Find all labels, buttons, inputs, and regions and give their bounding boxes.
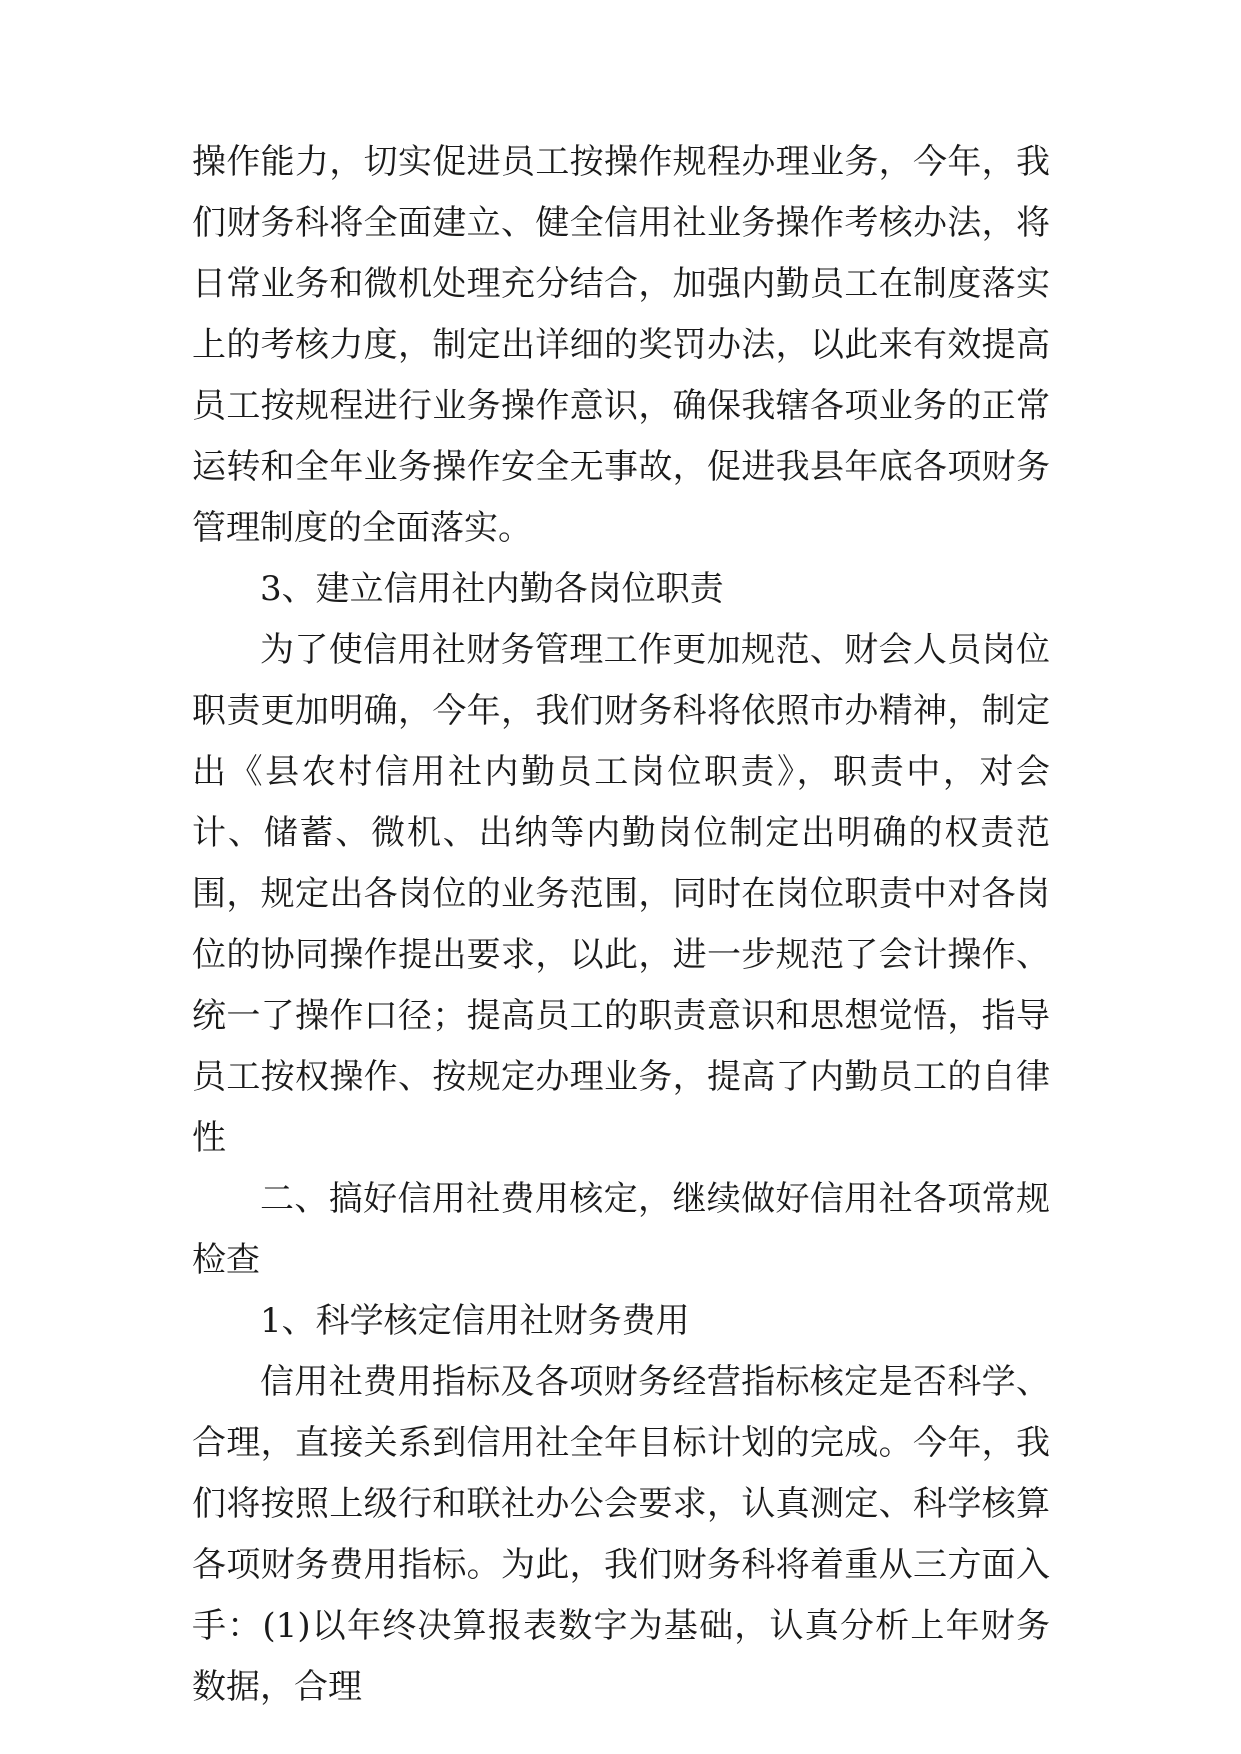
document-body — [192, 132, 1050, 1718]
subsection-heading-financial-expenses: 1、科学核定信用社财务费用 — [260, 1301, 690, 1341]
paragraph-financial-expenses: 信用社费用指标及各项财务经营指标核定是否科学、合理，直接关系到信用社全年目标计划的完成。今年，我们将按照上级行和联社办公会要求，认真测定、科学核算各项财务费用指标。为此，我们财务科将着重从三方面入手：(1)以年终决算报表数字为基础，认真分析上年财务数据，合理 — [192, 1362, 1050, 1707]
paragraph-job-duties: 为了使信用社财务管理工作更加规范、财会人员岗位职责更加明确，今年，我们财务科将依照市办精神，制定出《县农村信用社内勤员工岗位职责》，职责中，对会计、储蓄、微机、出纳等内勤岗位制定出明确的权责范围，规定出各岗位的业务范围，同时在岗位职责中对各岗位的协同操作提出要求，以此，进一步规范了会计操作、统一了操作口径；提高员工的职责意识和思想觉悟，指导员工按权操作、按规定办理业务，提高了内勤员工的自律性 — [192, 630, 1050, 1158]
section-heading-expense-verification: 二、搞好信用社费用核定，继续做好信用社各项常规检查 — [192, 1179, 1050, 1280]
section-heading-job-duties: 3、建立信用社内勤各岗位职责 — [260, 569, 724, 609]
paragraph-assessment: 操作能力，切实促进员工按操作规程办理业务，今年，我们财务科将全面建立、健全信用社业务操作考核办法，将日常业务和微机处理充分结合，加强内勤员工在制度落实上的考核力度，制定出详细的奖罚办法，以此来有效提高员工按规程进行业务操作意识，确保我辖各项业务的正常运转和全年业务操作安全无事故，促进我县年底各项财务管理制度的全面落实。 — [192, 142, 1050, 548]
